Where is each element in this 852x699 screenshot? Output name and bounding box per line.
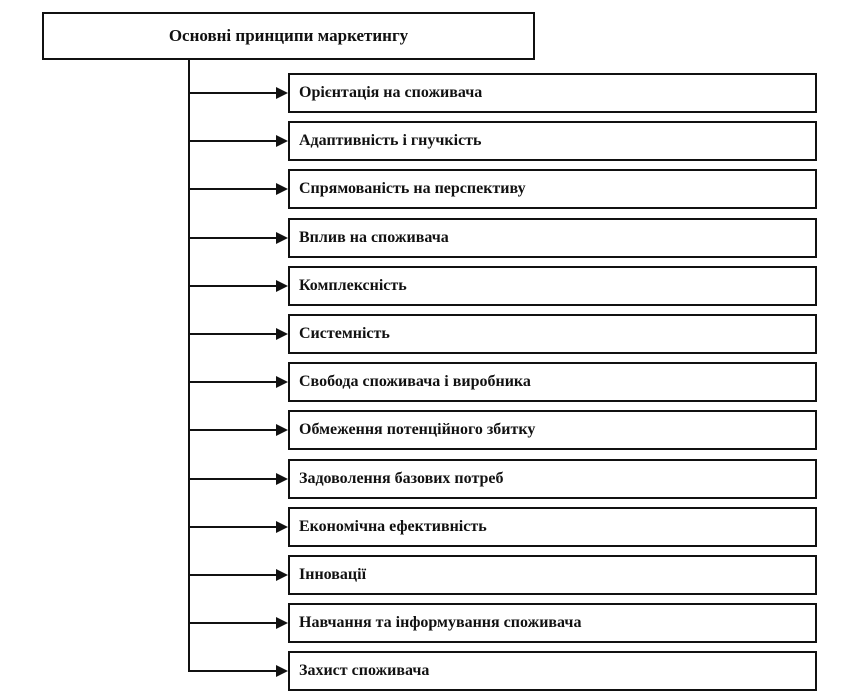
principle-label: Економічна ефективність — [299, 517, 487, 535]
arrow-head-icon — [276, 183, 288, 195]
principle-item — [188, 651, 818, 691]
connector-line — [188, 478, 278, 480]
principle-label: Орієнтація на споживача — [299, 84, 483, 101]
root-node — [42, 12, 535, 60]
principle-box — [288, 603, 817, 643]
principle-item — [188, 218, 818, 258]
arrow-head-icon — [276, 135, 288, 147]
principle-label: Обмеження потенційного збитку — [299, 421, 536, 439]
principle-label: Адаптивність і гнучкість — [299, 132, 482, 150]
connector-line — [188, 237, 278, 239]
principle-item — [188, 73, 818, 113]
principle-item — [188, 314, 818, 354]
principle-item — [188, 121, 818, 161]
principle-item — [188, 169, 818, 209]
principle-box — [288, 314, 817, 354]
arrow-head-icon — [276, 87, 288, 99]
connector-line — [188, 285, 278, 287]
principle-label: Задоволення базових потреб — [299, 469, 504, 487]
principle-label: Системність — [299, 325, 390, 342]
principle-item — [188, 603, 818, 643]
principle-box — [288, 266, 817, 306]
principle-box — [288, 362, 817, 402]
principle-item — [188, 459, 818, 499]
principle-box — [288, 121, 817, 161]
arrow-head-icon — [276, 665, 288, 677]
root-label: Основні принципи маркетингу — [168, 26, 409, 45]
principle-box — [288, 555, 817, 595]
principle-box — [288, 651, 817, 691]
arrow-head-icon — [276, 424, 288, 436]
connector-line — [188, 670, 278, 672]
principle-box — [288, 410, 817, 450]
principle-item — [188, 555, 818, 595]
connector-line — [188, 92, 278, 94]
principle-label: Захист споживача — [299, 662, 430, 680]
principle-label: Комплексність — [299, 276, 407, 294]
arrow-head-icon — [276, 569, 288, 581]
principle-item — [188, 362, 818, 402]
connector-line — [188, 526, 278, 528]
principle-label: Вплив на споживача — [299, 228, 449, 246]
principle-box — [288, 507, 817, 547]
principle-item — [188, 507, 818, 547]
principle-box — [288, 73, 817, 113]
arrow-head-icon — [276, 280, 288, 292]
connector-line — [188, 333, 278, 335]
principle-box — [288, 218, 817, 258]
connector-line — [188, 140, 278, 142]
arrow-head-icon — [276, 232, 288, 244]
connector-line — [188, 381, 278, 383]
principle-box — [288, 459, 817, 499]
principle-label: Свобода споживача і виробника — [299, 373, 531, 391]
principle-label: Спрямованість на перспективу — [299, 180, 526, 198]
connector-line — [188, 188, 278, 190]
principle-box — [288, 169, 817, 209]
principle-item — [188, 266, 818, 306]
arrow-head-icon — [276, 376, 288, 388]
principle-label: Навчання та інформування споживача — [299, 614, 582, 632]
arrow-head-icon — [276, 521, 288, 533]
connector-line — [188, 622, 278, 624]
principle-label: Інновації — [299, 566, 367, 583]
arrow-head-icon — [276, 617, 288, 629]
principle-item — [188, 410, 818, 450]
arrow-head-icon — [276, 473, 288, 485]
connector-line — [188, 574, 278, 576]
arrow-head-icon — [276, 328, 288, 340]
connector-line — [188, 429, 278, 431]
